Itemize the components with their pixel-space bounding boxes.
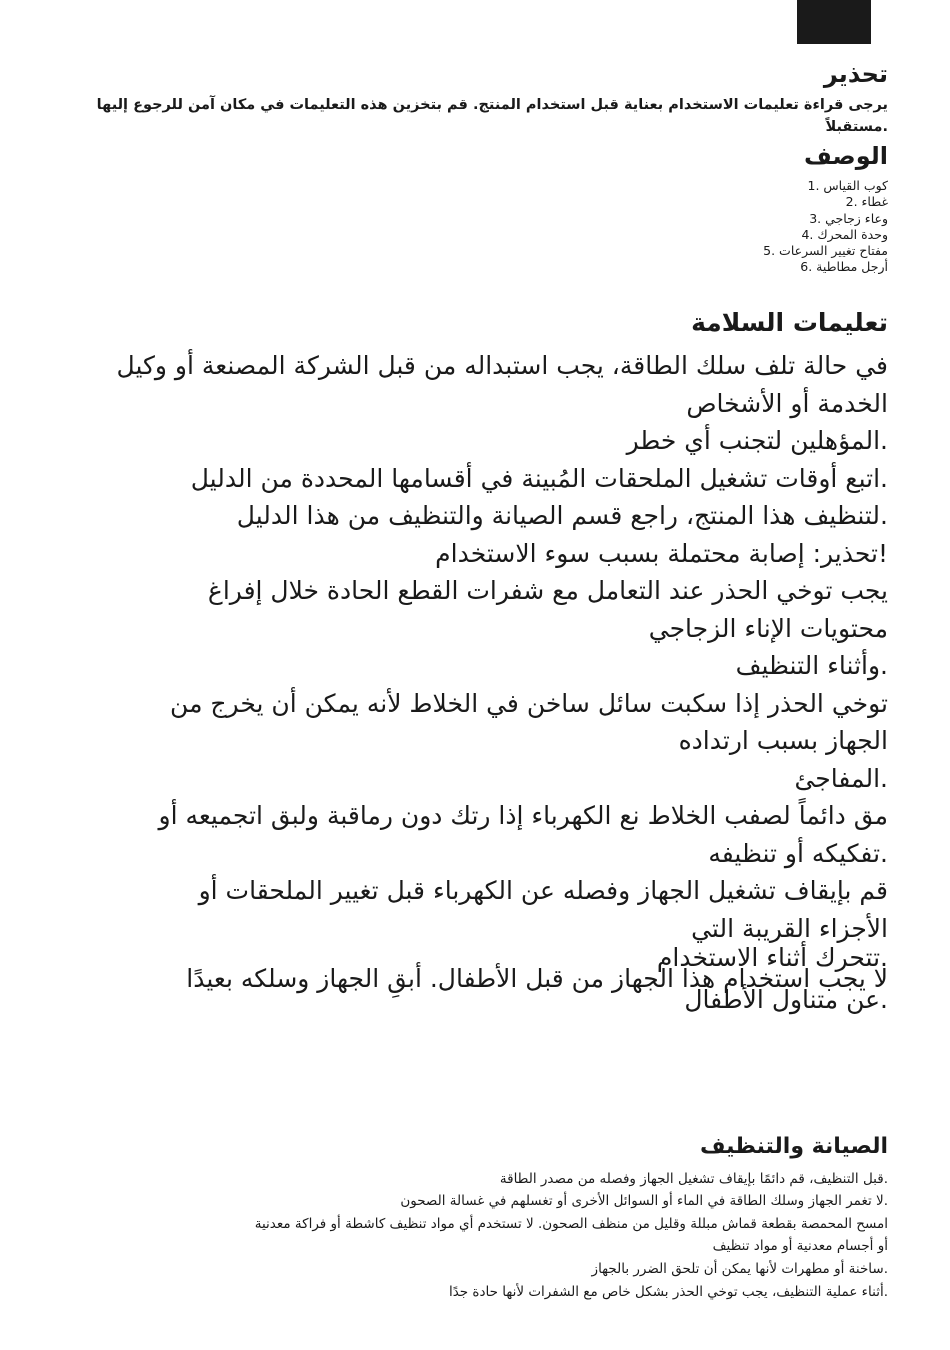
description-item: كوب القياس .1	[807, 178, 888, 193]
safety-line: .لتنظيف هذا المنتج، راجع قسم الصيانة والتنظيف من هذا الدليل	[236, 501, 888, 530]
safety-line: .اتبع أوقات تشغيل الملحقات المُبينة في أقسامها المحددة من الدليل	[190, 463, 888, 493]
safety-line: الأجزاء القريبة التي	[691, 913, 888, 943]
description-list	[763, 178, 888, 276]
maintenance-line: .قبل التنظيف، قم دائمًا بإيقاف تشغيل الجهاز وفصله من مصدر الطاقة	[499, 1170, 888, 1187]
safety-line: .وأثناء التنظيف	[735, 651, 888, 680]
safety-line: توخي الحذر إذا سكبت سائل ساخن في الخلاط لأنه يمكن أن يخرج من	[170, 688, 888, 718]
safety-line: .تفكيكه أو تنظيفه	[708, 838, 888, 868]
description-item: وحدة المحرك .4	[801, 226, 888, 242]
maintenance-heading: الصيانة والتنظيف	[699, 1134, 888, 1159]
maintenance-line: .أثناء عملية التنظيف، يجب توخي الحذر بشكل خاص مع الشفرات لأنها حادة جدًا	[448, 1283, 888, 1300]
safety-line: محتويات الإناء الزجاجي	[648, 613, 888, 643]
safety-line: مق دائماً لصفب الخلاط نع الكهرباء إذا رتك دون رماقبة ولبق اتجميعه أو	[158, 801, 888, 830]
safety-heading: تعليمات السلامة	[691, 308, 888, 337]
description-item: مفتاح تغيير السرعات .5	[763, 243, 888, 259]
safety-line: قم بإيقاف تشغيل الجهاز وفصله عن الكهرباء قبل تغيير الملحقات أو	[198, 876, 888, 905]
warning-text	[97, 94, 888, 138]
description-heading: الوصف	[803, 142, 888, 170]
safety-line: لا يجب استخدام هذا الجهاز من قبل الأطفال. أبقِ الجهاز وسلكه بعيدًا	[186, 964, 888, 993]
safety-line: .تتحرك أثناء الاستخدام	[656, 943, 888, 972]
warning-heading: تحذير	[823, 60, 888, 88]
safety-instructions	[116, 347, 888, 1014]
maintenance-line: امسح المحمصة بقطعة قماش مبللة وقليل من منظف الصحون. لا تستخدم أي مواد تنظيف كاشطة أو فراكة معدنية	[254, 1215, 888, 1232]
safety-line: يجب توخي الحذر عند التعامل مع شفرات القطع الحادة خلال إفراغ	[207, 576, 888, 605]
maintenance-line: .لا تغمر الجهاز وسلك الطاقة في الماء أو السوائل الأخرى أو تغسلهم في غسالة الصحون	[400, 1193, 888, 1210]
safety-line: في حالة تلف سلك الطاقة، يجب استبداله من قبل الشركة المصنعة أو وكيل	[116, 351, 888, 380]
safety-line: الخدمة أو الأشخاص	[686, 388, 888, 418]
maintenance-instructions	[255, 1145, 888, 1303]
maintenance-line: أو أجسام معدنية أو مواد تنظيف	[712, 1238, 888, 1255]
safety-line: الجهاز بسبب ارتداده	[678, 726, 888, 755]
description-item: أرجل مطاطية .6	[800, 259, 888, 275]
warning-line: .مستقبلاً	[825, 119, 888, 135]
safety-line: .المؤهلين لتجنب أي خطر	[626, 426, 888, 455]
description-item: غطاء .2	[845, 194, 888, 210]
maintenance-line: .ساخنة أو مطهرات لأنها يمكن أن تلحق الضرر بالجهاز	[591, 1260, 888, 1277]
safety-line: .المفاجئ	[794, 763, 888, 793]
description-item: وعاء زجاجي .3	[809, 210, 888, 226]
safety-line: !تحذير: إصابة محتملة بسبب سوء الاستخدام	[435, 538, 888, 568]
warning-line: يرجى قراءة تعليمات الاستخدام بعناية قبل استخدام المنتج. قم بتخزين هذه التعليمات في مكان آمن للرجوع إليها	[96, 97, 888, 113]
safety-line: .عن متناول الأطفال	[684, 985, 888, 1014]
